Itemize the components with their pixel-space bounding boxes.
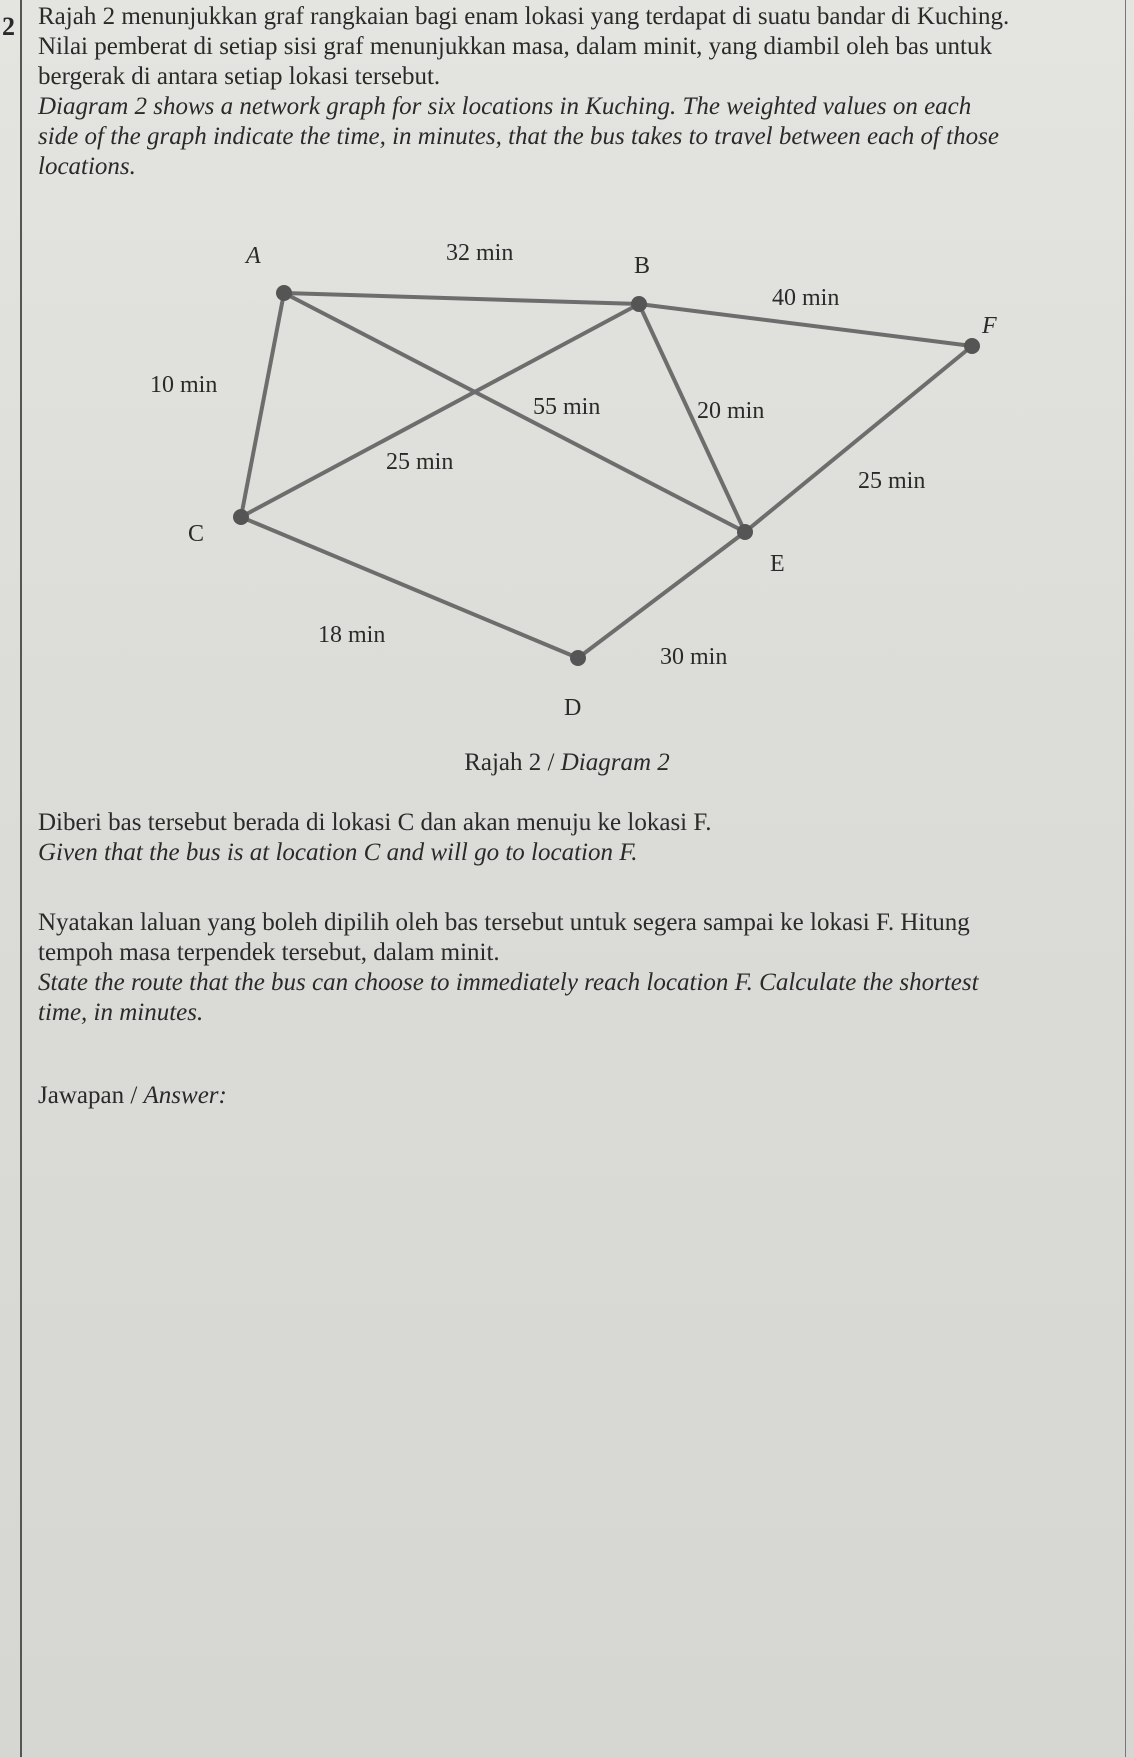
edge-weight-labels [150, 240, 925, 670]
weight-E-F: 25 min [858, 468, 926, 494]
caption-malay: Rajah 2 / [464, 749, 555, 776]
node-label-B: B [634, 253, 651, 279]
edge-A-B [284, 293, 639, 304]
answer-label-english: Answer: [143, 1082, 227, 1109]
answer-label-malay: Jawapan / [38, 1082, 138, 1109]
intro-malay-line-3: bergerak di antara setiap lokasi tersebut. [38, 63, 441, 90]
node-label-F: F [982, 313, 997, 339]
weight-A-B: 32 min [446, 240, 514, 266]
edge-A-E [284, 293, 745, 532]
caption-english: Diagram 2 [560, 749, 670, 776]
question-number: 2 [2, 12, 15, 41]
task-english-line-1: State the route that the bus can choose to immediately reach location F. Calculate the shortest [38, 969, 979, 996]
given-block [38, 808, 1108, 868]
weight-B-E: 20 min [697, 398, 765, 424]
intro-english-line-2: side of the graph indicate the time, in minutes, that the bus takes to travel between each of those [38, 123, 999, 150]
intro-english-line-1: Diagram 2 shows a network graph for six locations in Kuching. The weighted values on each [38, 93, 972, 120]
task-malay-line-2: tempoh masa terpendek tersebut, dalam minit. [38, 939, 500, 966]
given-english: Given that the bus is at location C and will go to location F. [38, 839, 638, 866]
node-label-A: A [246, 243, 261, 269]
node-E [737, 524, 753, 540]
weight-A-C: 10 min [150, 372, 218, 398]
edge-C-D [241, 517, 578, 658]
intro-english-line-3: locations. [38, 153, 136, 180]
given-malay: Diberi bas tersebut berada di lokasi C dan akan menuju ke lokasi F. [38, 809, 712, 836]
edge-D-E [578, 532, 745, 658]
node-label-D: D [564, 695, 582, 721]
node-label-C: C [188, 521, 205, 547]
node-C [233, 509, 249, 525]
edge-A-C [241, 293, 284, 517]
network-graph [0, 0, 1134, 740]
task-block [38, 908, 1108, 1028]
weight-C-B: 25 min [386, 449, 454, 475]
task-malay-line-1: Nyatakan laluan yang boleh dipilih oleh bas tersebut untuk segera sampai ke lokasi F. Hitung [38, 909, 970, 936]
diagram-caption [0, 749, 1134, 777]
intro-malay-line-2: Nilai pemberat di setiap sisi graf menunjukkan masa, dalam minit, yang diambil oleh bas untuk [38, 33, 992, 60]
node-F [964, 338, 980, 354]
node-B [631, 296, 647, 312]
weight-C-D: 18 min [318, 622, 386, 648]
answer-label [38, 1082, 227, 1110]
answer-space[interactable] [38, 1120, 1108, 1740]
node-A [276, 285, 292, 301]
edge-E-F [745, 346, 972, 532]
intro-malay-line-1: Rajah 2 menunjukkan graf rangkaian bagi enam lokasi yang terdapat di suatu bandar di Kuching. [38, 3, 1010, 30]
node-label-E: E [770, 551, 785, 577]
node-D [570, 650, 586, 666]
weight-D-E: 30 min [660, 644, 728, 670]
weight-B-F: 40 min [772, 285, 840, 311]
weight-A-E: 55 min [533, 394, 601, 420]
task-english-line-2: time, in minutes. [38, 999, 204, 1026]
